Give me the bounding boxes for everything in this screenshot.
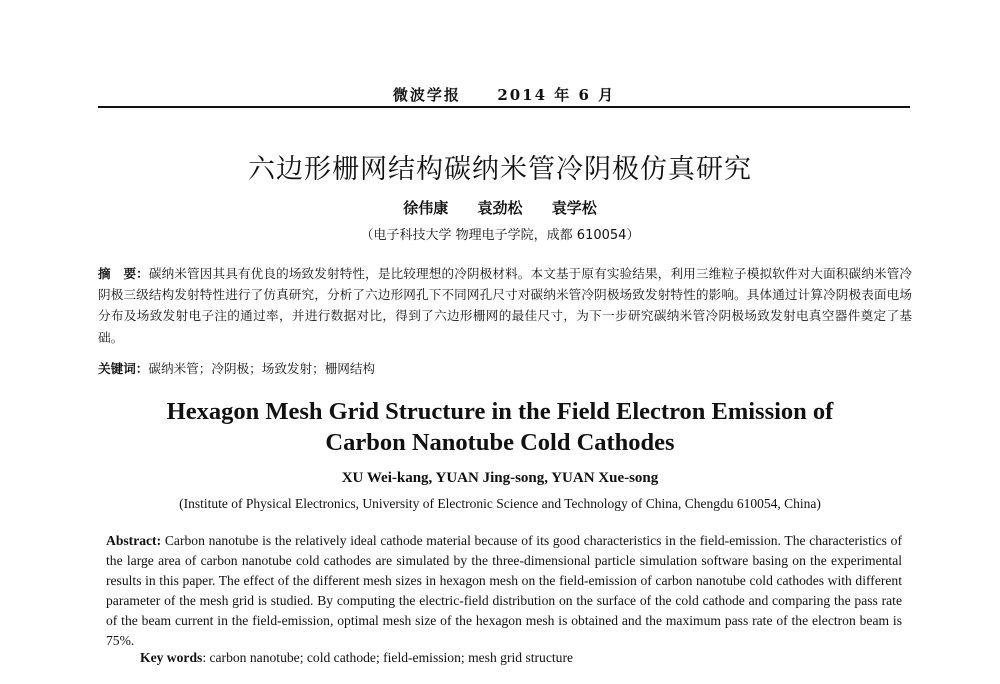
english-abstract-label: Abstract: <box>106 533 162 548</box>
chinese-keywords-label: 关键词： <box>98 361 149 376</box>
english-affiliation: (Institute of Physical Electronics, University of Electronic Science and Technology of China, Chengdu 610054, China) <box>179 496 821 511</box>
chinese-title: 六边形栅网结构碳纳米管冷阴极仿真研究 <box>248 154 752 185</box>
chinese-keywords-text: 碳纳米管；冷阴极；场致发射；栅网结构 <box>148 361 376 376</box>
english-keywords-label: Key words <box>140 650 203 665</box>
english-keywords <box>140 650 900 666</box>
english-abstract-text: Carbon nanotube is the relatively ideal cathode material because of its good characteristics in the field-emission. The characteristics of the large area of carbon nanotube cold cathodes are simulated by the three-dimensional particle simulation software basing on the experimental results in this paper. The effect of the different mesh sizes in hexagon mesh on the field-emission of carbon nanotube cold cathodes with different parameter of the mesh grid is studied. By computing the electric-field distribution on the surface of the cold cathode and comparing the pass rate of the beam current in the field-emission, optimal mesh size of the hexagon mesh is obtained and the maximum pass rate of the electron beam is 75%. <box>106 533 903 649</box>
running-header <box>98 84 910 104</box>
author-3: 袁学松 <box>551 199 597 217</box>
chinese-abstract <box>98 263 912 348</box>
chinese-abstract-text: 碳纳米管因其具有优良的场致发射特性，是比较理想的冷阴极材料。本文基于原有实验结果，利用三维粒子模拟软件对大面积碳纳米管冷阴极三级结构发射特性进行了仿真研究，分析了六边形网孔下不同网孔尺寸对碳纳米管冷阴极场致发射特性的影响。具体通过计算冷阴极表面电场分布及场致发射电子注的通过率，并进行数据对比，得到了六边形栅网的最佳尺寸，为下一步研究碳纳米管冷阴极场致发射电真空器件奠定了基础。 <box>98 266 913 345</box>
chinese-abstract-label: 摘 要： <box>98 266 149 281</box>
header-rule <box>98 106 910 108</box>
author-1: 徐伟康 <box>403 199 449 217</box>
chinese-keywords <box>98 358 912 377</box>
issue-date: 2014 年 6 月 <box>497 86 616 104</box>
english-title <box>0 396 1000 458</box>
english-abstract <box>106 531 902 652</box>
chinese-authors <box>0 197 1000 218</box>
english-authors: XU Wei-kang, YUAN Jing-song, YUAN Xue-song <box>341 470 659 486</box>
english-title-line-1: Hexagon Mesh Grid Structure in the Field Electron Emission of <box>166 398 834 425</box>
english-keywords-text: : carbon nanotube; cold cathode; field-emission; mesh grid structure <box>202 650 574 665</box>
journal-name: 微波学报 <box>392 86 461 104</box>
english-title-line-2: Carbon Nanotube Cold Cathodes <box>325 429 675 456</box>
chinese-affiliation: （电子科技大学 物理电子学院，成都 610054） <box>360 228 640 243</box>
author-2: 袁劲松 <box>477 199 523 217</box>
